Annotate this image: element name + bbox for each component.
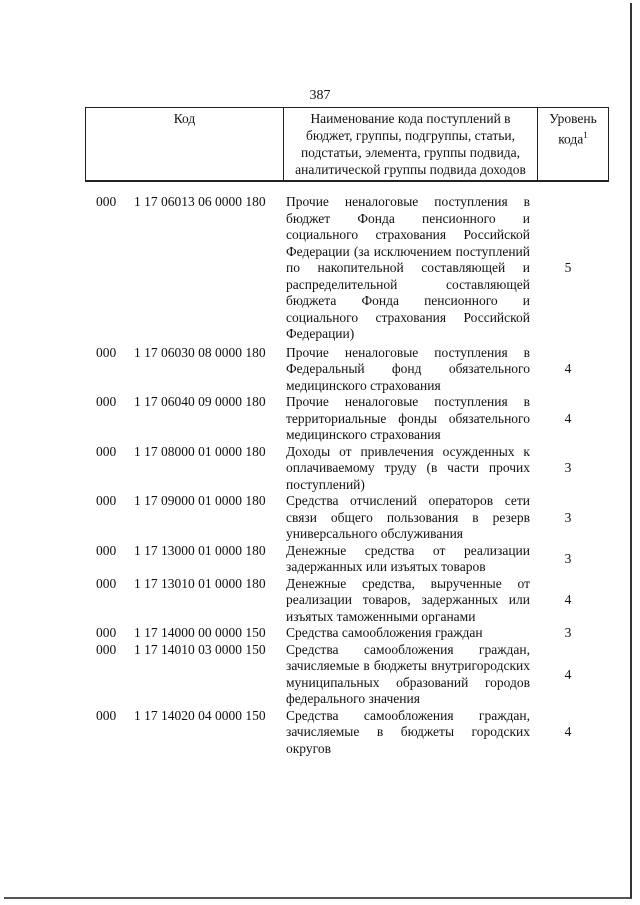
table-row: [96, 576, 596, 626]
row-prefix: 000: [96, 443, 117, 459]
row-prefix: 000: [96, 394, 117, 409]
row-level: 4: [564, 592, 572, 607]
page-number: 387: [309, 88, 331, 103]
table-row: [96, 642, 596, 708]
table-header: [85, 107, 609, 182]
row-level: 5: [564, 260, 572, 275]
row-level: 3: [564, 509, 572, 525]
row-name: Денежные средства от реализации задержанных или изъятых товаров: [286, 542, 530, 574]
row-name: Средства самообложения граждан, зачисляемые в бюджеты внутригородских муниципальных образований городов федерального значения: [286, 641, 530, 706]
row-code: 1 17 13010 01 0000 180: [134, 575, 266, 591]
table-body: [96, 194, 596, 757]
row-prefix: 000: [96, 641, 117, 657]
row-prefix: 000: [96, 575, 117, 591]
row-level: 4: [564, 666, 572, 682]
row-level: 4: [564, 724, 572, 739]
table-row: [96, 543, 596, 576]
row-code: 1 17 09000 01 0000 180: [134, 493, 266, 508]
row-prefix: 000: [96, 493, 117, 508]
table-row: [96, 194, 596, 343]
header-level: Уровень кода$^1$: [538, 108, 609, 182]
row-name: Доходы от привлечения осужденных к оплачиваемому труду (в части прочих поступлений): [286, 443, 530, 492]
row-code: 1 17 14000 00 0000 150: [134, 625, 266, 640]
row-name: Средства самообложения граждан, зачисляемые в бюджеты городских округов: [286, 707, 530, 756]
header-code: Код: [86, 108, 284, 182]
row-level: 3: [564, 550, 572, 566]
row-code: 1 17 06030 08 0000 180: [134, 344, 266, 360]
row-prefix: 000: [96, 625, 117, 640]
row-name: Денежные средства, вырученные от реализации товаров, задержанных или изъятых таможенными органами: [286, 575, 530, 624]
row-code: 1 17 08000 01 0000 180: [134, 443, 266, 459]
row-prefix: 000: [96, 707, 117, 723]
row-code: 1 17 14020 04 0000 150: [134, 707, 266, 723]
table-row: [96, 708, 596, 758]
row-level: 4: [564, 361, 572, 376]
table-row: [96, 493, 596, 543]
footnote-mark: 1: [583, 130, 588, 140]
row-name: Средства отчислений операторов сети связи общего пользования в резерв универсального обслуживания: [286, 493, 530, 541]
table-row: [96, 444, 596, 494]
row-code: 1 17 14010 03 0000 150: [134, 641, 266, 657]
row-code: 1 17 06040 09 0000 180: [134, 394, 266, 409]
row-prefix: 000: [96, 344, 117, 360]
row-code: 1 17 06013 06 0000 180: [134, 194, 266, 209]
row-level: 3: [564, 625, 572, 640]
row-name: Средства самообложения граждан: [286, 625, 483, 640]
table-row: [96, 394, 596, 444]
row-prefix: 000: [96, 194, 117, 209]
header-name: Наименование кода поступлений в бюджет, группы, подгруппы, статьи, подстатьи, элемента, группы подвида, аналитической группы подвида доходов: [284, 108, 538, 182]
row-code: 1 17 13000 01 0000 180: [134, 542, 266, 558]
row-level: 4: [564, 410, 572, 426]
table-row: [96, 625, 596, 642]
row-name: Прочие неналоговые поступления в Федеральный фонд обязательного медицинского страхования: [286, 344, 530, 393]
row-name: Прочие неналоговые поступления в территориальные фонды обязательного медицинского страхования: [286, 394, 530, 442]
table-row: [96, 345, 596, 395]
row-level: 3: [564, 460, 572, 475]
row-prefix: 000: [96, 542, 117, 558]
row-name: Прочие неналоговые поступления в бюджет Фонда пенсионного и социального страхования Российской Федерации (за исключением поступлений по накопительной составляющей и распределительной составляющей бюджета Фонда пенсионного и социального страхования Российской Федерации): [286, 194, 530, 341]
